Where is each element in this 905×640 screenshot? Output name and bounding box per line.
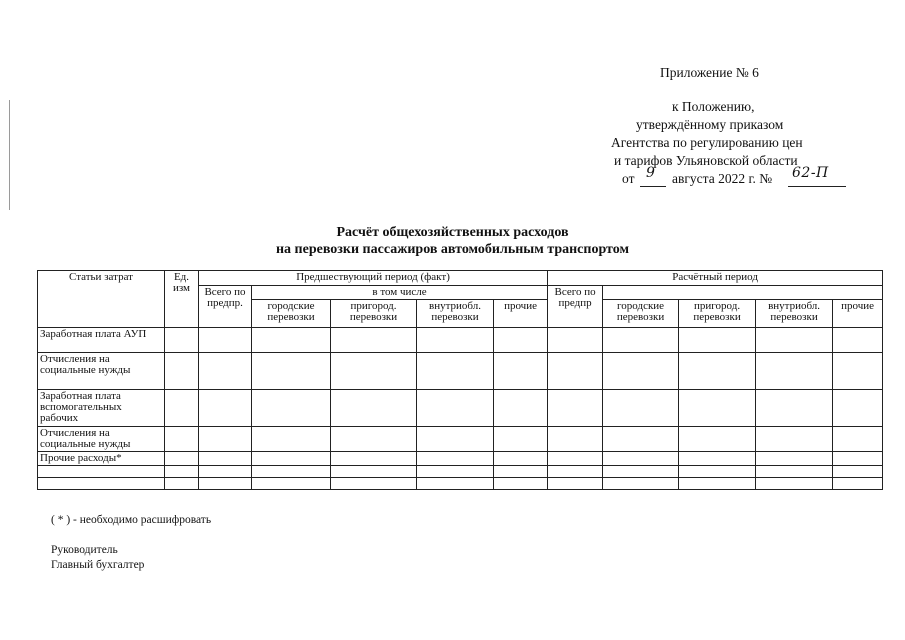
row-label: Отчисления на социальные нужды: [38, 353, 165, 390]
header-calc-other: прочие: [833, 300, 883, 328]
appendix-line-1: к Положению,: [672, 99, 755, 114]
header-prev-other: прочие: [494, 300, 548, 328]
header-prev-period: Предшествующий период (факт): [199, 271, 548, 286]
table-row: [38, 390, 883, 427]
row-label: Отчисления на социальные нужды: [38, 427, 165, 452]
header-calc-total: Всего по предпр: [548, 286, 603, 328]
header-calc-including: [603, 286, 883, 300]
appendix-line-3: Агентства по регулированию цен: [611, 135, 803, 150]
header-items: Статьи затрат: [38, 271, 165, 328]
header-calc-period: Расчётный период: [548, 271, 883, 286]
document-title-line-2: на перевозки пассажиров автомобильным транспортом: [275, 242, 630, 257]
document-title-line-1: Расчёт общехозяйственных расходов: [336, 225, 569, 240]
header-prev-intercity: внутриобл. перевозки: [417, 300, 494, 328]
header-prev-total: Всего по предпр.: [199, 286, 252, 328]
signature-accountant: Главный бухгалтер: [51, 559, 145, 571]
header-calc-suburban: пригород. перевозки: [679, 300, 756, 328]
appendix-line-2: утверждённому приказом: [636, 117, 784, 132]
header-row-1: [38, 271, 883, 286]
expenses-table: [37, 270, 883, 490]
header-prev-city: городские перевозки: [252, 300, 331, 328]
table-row-empty: [38, 466, 883, 478]
table-row: [38, 452, 883, 466]
order-number-handwritten: 62-П: [792, 165, 829, 181]
header-calc-intercity: внутриобл. перевозки: [756, 300, 833, 328]
table-row-empty: [38, 478, 883, 490]
date-text: августа 2022 г. №: [672, 171, 773, 186]
footnote: ( * ) - необходимо расшифровать: [51, 514, 212, 526]
signature-head: Руководитель: [51, 544, 118, 556]
row-label: Заработная плата вспомогательных рабочих: [38, 390, 165, 427]
table-row: [38, 353, 883, 390]
appendix-header: [0, 0, 905, 200]
header-prev-including: в том числе: [252, 286, 548, 300]
row-label: Заработная плата АУП: [38, 328, 165, 353]
date-prefix: от: [622, 171, 635, 186]
header-prev-suburban: пригород. перевозки: [331, 300, 417, 328]
table-row: [38, 328, 883, 353]
row-label: Прочие расходы*: [38, 452, 165, 466]
appendix-line-4: и тарифов Ульяновской области: [614, 153, 798, 168]
appendix-number: Приложение № 6: [660, 65, 759, 80]
header-calc-city: городские перевозки: [603, 300, 679, 328]
header-unit: Ед. изм: [165, 271, 199, 328]
order-number-underline: [788, 186, 846, 187]
appendix-date-line: [622, 165, 882, 190]
table-row: [38, 427, 883, 452]
date-day-handwritten: 9: [646, 165, 656, 181]
date-day-underline: [640, 186, 666, 187]
